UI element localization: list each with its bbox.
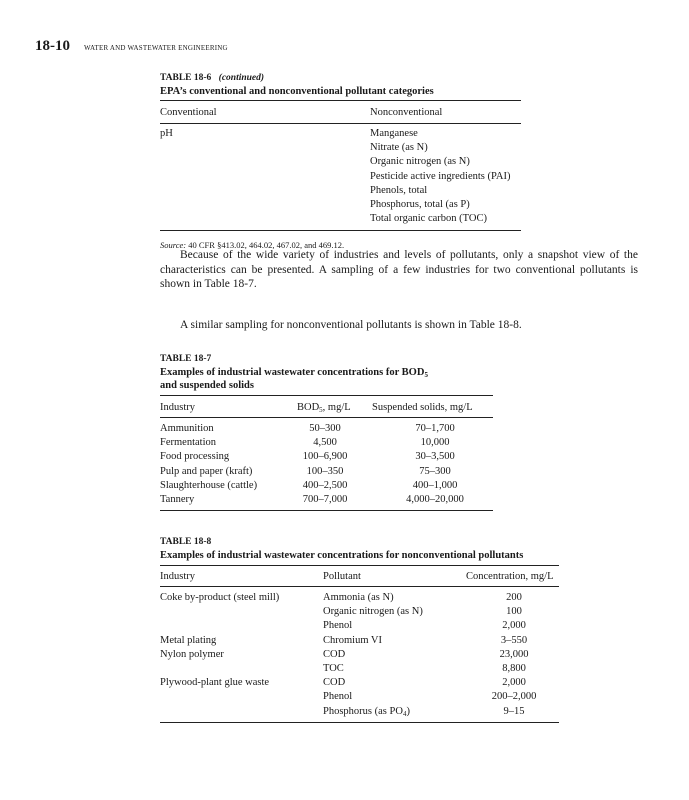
title-text-line2: and suspended solids [160, 380, 254, 391]
table-cell: 200–2,000 [491, 691, 537, 703]
table-18-8-industry-column [160, 591, 279, 719]
table-cell [160, 690, 279, 704]
table-cell: 70–1,700 [415, 423, 455, 434]
table-cell: 4,500 [313, 437, 337, 449]
table-bottom-rule [160, 510, 493, 511]
table-cell: Phenol [323, 691, 353, 703]
bod-text: BOD [297, 402, 320, 413]
table-18-8-label: TABLE 18-8 [160, 537, 212, 547]
paragraph-1 [160, 248, 638, 292]
title-text: Examples of industrial wastewater concentrations for BOD [160, 367, 425, 378]
table-label-text: TABLE 18-6 [160, 73, 212, 83]
table-header-rule [160, 123, 521, 124]
table-cell: Organic nitrogen (as N) [323, 606, 423, 618]
list-item: Manganese [370, 128, 418, 139]
list-item: Phenols, total [370, 184, 428, 196]
table-18-7-label: TABLE 18-7 [160, 354, 212, 364]
list-item: Pesticide active ingredients (PAI) [370, 170, 511, 182]
table-cell: Slaughterhouse (cattle) [160, 479, 258, 491]
table-cell: COD [323, 677, 346, 689]
table-top-rule [160, 100, 521, 101]
table-cell: 4,000–20,000 [406, 494, 464, 506]
table-cell: 100 [506, 606, 522, 618]
table-cell: Chromium VI [323, 634, 383, 646]
table-18-8-title: Examples of industrial wastewater concentrations for nonconventional pollutants [160, 550, 524, 561]
column-header-conventional: Conventional [160, 107, 217, 118]
table-cell: 9–15 [503, 705, 525, 717]
table-cell-with-subscript [323, 705, 423, 719]
column-header-industry: Industry [160, 571, 195, 582]
running-head-title: WATER AND WASTEWATER ENGINEERING [84, 44, 228, 52]
pollutant-close: ) [406, 705, 410, 717]
table-top-rule [160, 565, 559, 566]
table-18-8-concentration-column [470, 591, 558, 719]
table-continued-note: (continued) [218, 73, 265, 83]
table-cell: 75–300 [419, 465, 451, 477]
table-bottom-rule [160, 230, 521, 231]
list-item: Organic nitrogen (as N) [370, 156, 470, 168]
conventional-item: pH [160, 128, 173, 139]
table-cell: Ammunition [160, 423, 214, 434]
table-cell: 200 [506, 592, 522, 603]
table-cell: Fermentation [160, 437, 216, 449]
column-header-industry: Industry [160, 402, 195, 413]
table-18-7-title [160, 366, 428, 392]
table-18-7-bod-column [280, 422, 370, 507]
title-subscript: 5 [424, 371, 428, 379]
table-cell: 2,000 [502, 620, 526, 632]
source-label: Source: [160, 240, 187, 250]
column-header-nonconventional: Nonconventional [370, 107, 443, 118]
source-text: 40 CFR §413.02, 464.02, 467.02, and 469.12. [188, 240, 345, 250]
table-cell [160, 619, 279, 633]
table-cell: Food processing [160, 451, 230, 463]
table-18-6-label [160, 72, 264, 85]
column-header-bod [297, 401, 351, 415]
paragraph-2: A similar sampling for nonconventional pollutants is shown in Table 18-8. [180, 319, 522, 331]
table-cell: Phenol [323, 620, 353, 632]
table-bottom-rule [160, 722, 559, 723]
nonconventional-list [370, 127, 510, 226]
table-18-6-title: EPA’s conventional and nonconventional pollutant categories [160, 86, 434, 97]
table-cell: 30–3,500 [415, 451, 455, 463]
pollutant-text: Phosphorus (as PO [323, 705, 403, 717]
table-cell: 100–6,900 [302, 451, 348, 463]
table-cell: 100–350 [306, 465, 344, 477]
table-cell: 400–1,000 [412, 479, 458, 491]
table-cell: 3–550 [500, 634, 528, 646]
list-item: Total organic carbon (TOC) [370, 213, 487, 225]
table-cell: 700–7,000 [302, 494, 348, 506]
table-18-7-ss-column [385, 422, 485, 507]
table-cell: 8,800 [502, 663, 526, 675]
column-header-suspended-solids: Suspended solids, mg/L [372, 402, 473, 413]
table-cell: 400–2,500 [302, 479, 348, 491]
running-head [35, 38, 228, 55]
paragraph-text: Because of the wide variety of industries and levels of pollutants, only a snapshot view of the characteristics can be presented. A sampling of a few industries for two conventional pollutants is shown in Table 18-7. [160, 249, 638, 290]
table-cell: 23,000 [499, 648, 529, 660]
list-item: Phosphorus, total (as P) [370, 199, 470, 211]
bod-unit: , mg/L [322, 402, 351, 413]
table-cell: 50–300 [309, 423, 341, 434]
table-header-rule [160, 417, 493, 418]
list-item: Nitrate (as N) [370, 142, 428, 154]
pollutant-subscript: 4 [402, 709, 407, 718]
table-cell: 2,000 [502, 677, 526, 689]
table-18-7-industry-column [160, 422, 257, 507]
table-cell [160, 662, 279, 676]
table-cell: 10,000 [420, 437, 450, 449]
table-18-8-pollutant-column [323, 591, 423, 719]
table-cell [160, 705, 279, 719]
table-cell [160, 605, 279, 619]
table-cell: Metal plating [160, 634, 217, 646]
page-number: 18-10 [35, 38, 70, 54]
table-cell: Pulp and paper (kraft) [160, 465, 253, 477]
table-cell: COD [323, 648, 346, 660]
table-cell: Coke by-product (steel mill) [160, 592, 280, 603]
table-header-rule [160, 586, 559, 587]
table-cell: TOC [323, 663, 344, 675]
table-top-rule [160, 395, 493, 396]
column-header-pollutant: Pollutant [323, 571, 361, 582]
table-cell: Plywood-plant glue waste [160, 677, 270, 689]
table-cell: Ammonia (as N) [323, 592, 394, 603]
column-header-concentration: Concentration, mg/L [466, 571, 554, 582]
table-cell: Tannery [160, 494, 195, 506]
table-cell: Nylon polymer [160, 648, 224, 660]
bod-subscript: 5 [319, 406, 323, 414]
